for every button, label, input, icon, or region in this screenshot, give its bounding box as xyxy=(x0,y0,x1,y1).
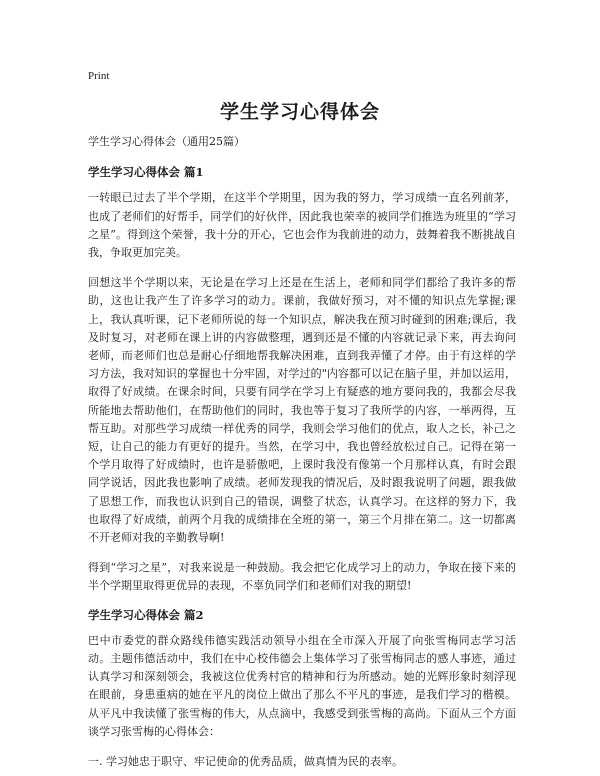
section-1-paragraph-1: 一转眼已过去了半个学期，在这半个学期里，因为我的努力，学习成绩一直名列前茅，也成了老师们的好帮手，同学们的好伙伴，因此我也荣幸的被同学们推选为班里的“学习之星”。得到这个荣誉，我十分的开心，它也会作为我前进的动力，鼓舞着我不断挑战自我，争取更加完美。 xyxy=(88,191,516,260)
section-2-paragraph-1: 巴中市委党的群众路线伟德实践活动领导小组在全市深入开展了向张雪梅同志学习活动。主题伟德活动中，我们在中心校伟德会上集体学习了张雪梅同志的感人事迹，通过认真学习和深刻领会，我被这位优秀村官的精神和行为所感动。她的光辉形象时刻浮现在眼前，身患重病的她在平凡的岗位上做出了那么不平凡的事迹，是我们学习的楷模。从平凡中我读懂了张雪梅的伟大，从点滴中，我感受到张雪梅的高尚。下面从三个方面谈学习张雪梅的心得体会： xyxy=(88,633,516,738)
section-heading-1: 学生学习心得体会 篇1 xyxy=(88,165,204,180)
section-heading-2: 学生学习心得体会 篇2 xyxy=(88,607,204,622)
document-subtitle: 学生学习心得体会（通用25篇） xyxy=(88,135,245,148)
document-body xyxy=(88,133,516,776)
document-title: 学生学习心得体会 xyxy=(219,101,380,123)
section-2-paragraph-2: 一. 学习她忠于职守、牢记使命的优秀品质，做真情为民的表率。 xyxy=(88,755,403,769)
section-1-paragraph-3: 得到“学习之星”，对我来说是一种鼓励。我会把它化成学习上的动力，争取在接下来的半个学期里取得更优异的表现，不辜负同学们和老师们对我的期望! xyxy=(88,561,516,593)
section-1-paragraph-2: 回想这半个学期以来，无论是在学习上还是在生活上，老师和同学们都给了我许多的帮助，这也让我产生了许多学习的动力。课前，我做好预习，对不懂的知识点先掌握;课上，我认真听课，记下老师所说的每一个知识点，解决我在预习时碰到的困难;课后，我及时复习，对老师在课上讲的内容做整理，遇到还是不懂的内容就记录下来，再去询问老师，而老师们也总是耐心仔细地帮我解决困难，直到我弄懂了才停。由于有这样的学习方法，我对知识的掌握也十分牢固，对学过的"内容都可以记在脑子里，并加以运用，取得了好成绩。在课余时间，只要有同学在学习上有疑惑的地方要问我的，我都会尽我所能地去帮助他们，在帮助他们的同时，我也等于复习了我所学的内容，一举两得，互帮互助。对那些学习成绩一样优秀的同学，我则会学习他们的优点，取人之长，补己之短，让自己的能力有更好的提升。当然，在学习中，我也曾经放松过自己。记得在第一个学月取得了好成绩时，也许是骄傲吧，上课时我没有像第一个月那样认真，有时会跟同学说话，因此我也影响了成绩。老师发现我的情况后，及时跟我说明了问题，跟我做了思想工作，而我也认识到自己的错误，调整了状态，认真学习。在这样的努力下，我也取得了好成绩，前两个月我的成绩排在全班的第一，第三个月排在第二。这一切都离不开老师对我的辛勤教导啊! xyxy=(88,276,516,545)
print-link[interactable]: Print xyxy=(88,70,110,82)
